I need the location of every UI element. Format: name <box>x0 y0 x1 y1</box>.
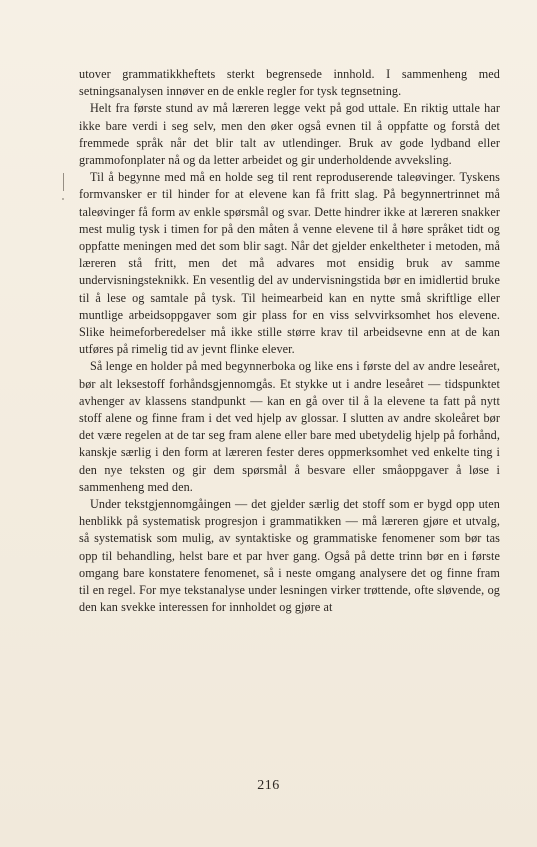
paragraph-2: Helt fra første stund av må læreren legge vekt på god uttale. En riktig uttale har ikke bare verdi i seg selv, men den øker også evnen til å oppfatte og forstå det fremmede språk når det blir talt av utlendinger. Bruk av gode lydband eller grammofonplater nå og da letter arbeidet og gir underholdende avveksling. <box>79 101 500 168</box>
paragraph-1: utover grammatikkheftets sterkt begrensede innhold. I sammenheng med setningsanalysen innøver en de enkle regler for tysk tegnsetning. <box>79 67 500 99</box>
body-text <box>79 66 500 617</box>
page-number: 216 <box>257 778 280 793</box>
paragraph-3: Til å begynne med må en holde seg til rent reproduserende taleøvinger. Tyskens formvansker er til hinder for at elevene kan få fritt slag. På begynnertrinnet må taleøvinger få form av enkle spørsmål og svar. Dette hindrer ikke at læreren snakker mest mulig tysk i timen for på den måten å venne elevene til å høre språket tidt og oppfatte meningen med det som blir sagt. Når det gjelder enkeltheter i metoden, må læreren stå fritt, men det må advares mot ensidig bruk av samme undervisningsteknikk. En vesentlig del av undervisningstida bør en imidlertid bruke til å lese og samtale på tysk. Til heimearbeid kan en nytte små skriftlige eller muntlige arbeidsoppgaver som gir plass for en viss selvvirksomhet hos elevene. Slike heimeforberedelser må ikke stille større krav til arbeidsevne enn at de kan utføres på rimelig tid av jevnt flinke elever. <box>79 170 500 357</box>
paragraph-4: Så lenge en holder på med begynnerboka og like ens i første del av andre leseåret, bør alt leksestoff forhåndsgjennomgås. Et stykke ut i andre leseåret — tidspunktet avhenger av klassens standpunkt — kan en gå over til å la elevene ta fatt på nytt stoff alene og finne fram i det ved hjelp av glossar. I slutten av andre skoleåret bør det være regelen at de tar seg fram alene eller bare med ubetydelig hjelp på forhånd, kanskje særlig i den form at læreren fester deres oppmerksomhet ved enkelte ting i den nye teksten og gir dem spørsmål å besvare eller småoppgaver å løse i sammenheng med den. <box>79 359 500 494</box>
margin-dot-mark <box>62 198 64 200</box>
paragraph-5: Under tekstgjennomgåingen — det gjelder særlig det stoff som er bygd opp uten henblikk på systematisk progresjon i grammatikken — må læreren gjøre et utvalg, så systematisk som mulig, av syntaktiske og grammatiske fenomener som bør tas opp til behandling, helst bare et par hver gang. Også på dette trinn bør en i første omgang bare konstatere fenomenet, så i neste omgang analysere det og finne fram til en regel. For mye tekstanalyse under lesningen virker trøttende, ofte sløvende, og den kan svekke interessen for innholdet og gjøre at <box>79 497 500 615</box>
margin-pencil-mark <box>63 173 64 191</box>
